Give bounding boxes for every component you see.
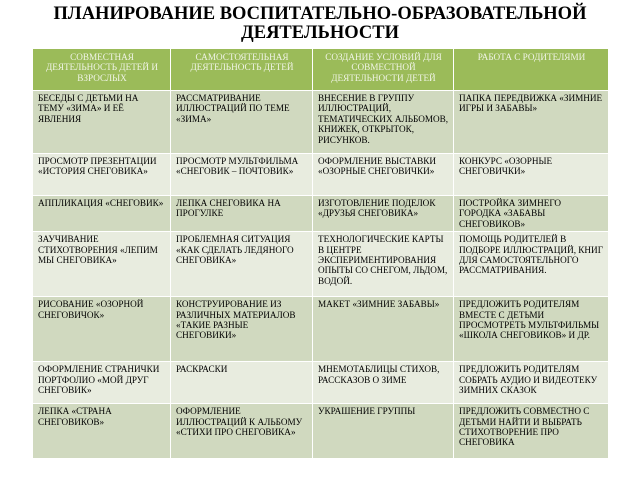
table-cell: ЗАУЧИВАНИЕ СТИХОТВОРЕНИЯ «ЛЕПИМ МЫ СНЕГОВИКА» [33,232,171,297]
table-cell: ОФОРМЛЕНИЕ ИЛЛЮСТРАЦИЙ К АЛЬБОМУ «СТИХИ ПРО СНЕГОВИКА» [171,404,313,459]
table-cell: ПРОБЛЕМНАЯ СИТУАЦИЯ «КАК СДЕЛАТЬ ЛЕДЯНОГО СНЕГОВИКА» [171,232,313,297]
table-cell: КОНКУРС «ОЗОРНЫЕ СНЕГОВИЧКИ» [454,154,609,196]
table-row [33,232,609,297]
table-cell: РАССМАТРИВАНИЕ ИЛЛЮСТРАЦИЙ ПО ТЕМЕ «ЗИМА» [171,91,313,154]
table-cell: РАСКРАСКИ [171,362,313,404]
header-joint-activity: СОВМЕСТНАЯ ДЕЯТЕЛЬНОСТЬ ДЕТЕЙ И ВЗРОСЛЫХ [33,49,171,91]
table-row [33,362,609,404]
table-cell: ПОСТРОЙКА ЗИМНЕГО ГОРОДКА «ЗАБАВЫ СНЕГОВИКОВ» [454,196,609,232]
header-parents-work: РАБОТА С РОДИТЕЛЯМИ [454,49,609,91]
table-cell: ПАПКА ПЕРЕДВИЖКА «ЗИМНИЕ ИГРЫ И ЗАБАВЫ» [454,91,609,154]
table-cell: ПРЕДЛОЖИТЬ СОВМЕСТНО С ДЕТЬМИ НАЙТИ И ВЫБРАТЬ СТИХОТВОРЕНИЕ ПРО СНЕГОВИКА [454,404,609,459]
table-row [33,154,609,196]
header-conditions: СОЗДАНИЕ УСЛОВИЙ ДЛЯ СОВМЕСТНОЙ ДЕЯТЕЛЬНОСТИ ДЕТЕЙ [313,49,454,91]
table-cell: ПРОСМОТР МУЛЬТФИЛЬМА «СНЕГОВИК – ПОЧТОВИК» [171,154,313,196]
table-row [33,196,609,232]
table-cell: ИЗГОТОВЛЕНИЕ ПОДЕЛОК «ДРУЗЬЯ СНЕГОВИКА» [313,196,454,232]
table-row [33,297,609,362]
table-cell: РИСОВАНИЕ «ОЗОРНОЙ СНЕГОВИЧОК» [33,297,171,362]
table-cell: УКРАШЕНИЕ ГРУППЫ [313,404,454,459]
table-cell: ПРЕДЛОЖИТЬ РОДИТЕЛЯМ ВМЕСТЕ С ДЕТЬМИ ПРОСМОТРЕТЬ МУЛЬТФИЛЬМЫ «ШКОЛА СНЕГОВИКОВ» И ДР. [454,297,609,362]
table-cell: ЛЕПКА СНЕГОВИКА НА ПРОГУЛКЕ [171,196,313,232]
header-independent-activity: САМОСТОЯТЕЛЬНАЯ ДЕЯТЕЛЬНОСТЬ ДЕТЕЙ [171,49,313,91]
table-cell: ЛЕПКА «СТРАНА СНЕГОВИКОВ» [33,404,171,459]
table-cell: ВНЕСЕНИЕ В ГРУППУ ИЛЛЮСТРАЦИЙ, ТЕМАТИЧЕСКИХ АЛЬБОМОВ, КНИЖЕК, ОТКРЫТОК, РИСУНКОВ. [313,91,454,154]
table-cell: МНЕМОТАБЛИЦЫ СТИХОВ, РАССКАЗОВ О ЗИМЕ [313,362,454,404]
page-title-line-1: ПЛАНИРОВАНИЕ ВОСПИТАТЕЛЬНО-ОБРАЗОВАТЕЛЬНОЙ [53,4,587,24]
page-title [0,5,640,43]
table-cell: МАКЕТ «ЗИМНИЕ ЗАБАВЫ» [313,297,454,362]
table-cell: КОНСТРУИРОВАНИЕ ИЗ РАЗЛИЧНЫХ МАТЕРИАЛОВ «ТАКИЕ РАЗНЫЕ СНЕГОВИКИ» [171,297,313,362]
planning-table [32,48,609,459]
table-cell: ПРОСМОТР ПРЕЗЕНТАЦИИ «ИСТОРИЯ СНЕГОВИКА» [33,154,171,196]
table-cell: ОФОРМЛЕНИЕ ВЫСТАВКИ «ОЗОРНЫЕ СНЕГОВИЧКИ» [313,154,454,196]
table-cell: БЕСЕДЫ С ДЕТЬМИ НА ТЕМУ «ЗИМА» И ЕЁ ЯВЛЕНИЯ [33,91,171,154]
page-title-line-2: ДЕЯТЕЛЬНОСТИ [241,23,399,43]
table-row [33,404,609,459]
table-row [33,91,609,154]
table-cell: ПРЕДЛОЖИТЬ РОДИТЕЛЯМ СОБРАТЬ АУДИО И ВИДЕОТЕКУ ЗИМНИХ СКАЗОК [454,362,609,404]
table-cell: ПОМОЩЬ РОДИТЕЛЕЙ В ПОДБОРЕ ИЛЛЮСТРАЦИЙ, КНИГ ДЛЯ САМОСТОЯТЕЛЬНОГО РАССМАТРИВАНИЯ. [454,232,609,297]
table-cell: АППЛИКАЦИЯ «СНЕГОВИК» [33,196,171,232]
table-cell: ТЕХНОЛОГИЧЕСКИЕ КАРТЫ В ЦЕНТРЕ ЭКСПЕРИМЕНТИРОВАНИЯ ОПЫТЫ СО СНЕГОМ, ЛЬДОМ, ВОДОЙ. [313,232,454,297]
table-header-row [33,49,609,91]
table-cell: ОФОРМЛЕНИЕ СТРАНИЧКИ ПОРТФОЛИО «МОЙ ДРУГ СНЕГОВИК» [33,362,171,404]
